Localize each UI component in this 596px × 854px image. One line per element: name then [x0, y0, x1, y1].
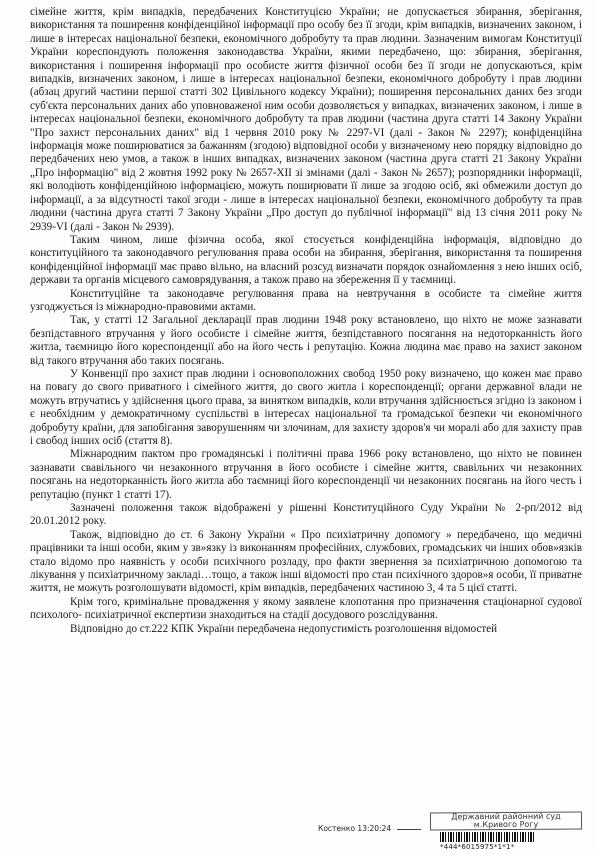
stamp-line-2: м.Кривого Рогу [473, 819, 539, 830]
signature-meta [318, 824, 421, 833]
barcode-number: *444*6015975*1*1* [440, 843, 515, 851]
paragraph-1: сімейне життя, крім випадків, передбачених Конституцією України; не допускається збирання, зберігання, використання та поширення конфіденційної інформації про особу без її згоди, крім випадків, визначених законом, і лише в інтересах національної безпеки, економічного добробуту та прав людини. Зазначеним вимогам Конституції України кореспондують положення законодавства України, якими передбачено, що: збирання, зберігання, використання і поширення інформації про особисте життя фізичної особи без її згоди не допускаються, крім випадків, визначених законом, і лише в інтересах національної безпеки, економічного добробуту і прав людини (абзац другий частини першої статті 302 Цивільного кодексу України); поширення персональних даних без згоди суб'єкта персональних даних або уповноваженої ним особи дозволяється у випадках, визначених законом, і лише в інтересах національної безпеки, економічного добробуту та прав людини (частина друга статті 14 Закону України "Про захист персональних даних" від 1 червня 2010 року № 2297-VI (далі - Закон № 2297); конфіденційна інформація може поширюватися за бажанням (згодою) відповідної особи у визначеному нею порядку відповідно до передбачених нею умов, а також в інших випадках, визначених законом (частина друга статті 21 Закону України „Про інформацію" від 2 жовтня 1992 року № 2657-XII зі змінами (далі - Закон № 2657); розпорядники інформації, які володіють конфіденційною інформацією, можуть поширювати її лише за згодою осіб, які обмежили доступ до інформації, а за відсутності такої згоди - лише в інтересах національної безпеки, економічного добробуту та прав людини (частина друга статті 7 Закону України „Про доступ до публічної інформації" від 13 січня 2011 року № 2939-VI (далі - Закон № 2939). [30, 6, 582, 233]
signature-mark [397, 829, 421, 830]
paragraph-7: Зазначені положення також відображені у рішенні Конституційного Суду України № 2-рп/2012 від 20.01.2012 року. [30, 502, 582, 528]
paragraph-8: Також, відповідно до ст. 6 Закону України « Про психіатричну допомогу » передбачено, що медичні працівники та інші особи, яким у зв»язку із виконанням професійних, службових, громадських чи інших обов»язків стало відомо про наявність у особи психічного розладу, про факти звернення за психіатричною допомогою та лікування у психіатричному закладі…тощо, а також інші відомості про стан психічного здоров»я особи, її приватне життя, не можуть розголошувати відомості, крім випадків, передбачених частиною 3, 4 та 5 цієї статті. [30, 528, 582, 595]
document-body [30, 6, 582, 636]
stamp-line-1: Державний районний суд [451, 811, 561, 822]
barcode [440, 832, 536, 842]
court-stamp [430, 811, 582, 830]
paragraph-6: Міжнародним пактом про громадянські і політичні права 1966 року встановлено, що ніхто не повинен зазнавати свавільного чи незаконного втручання в його особисте і сімейне життя, свавільних чи незаконних посягань на недоторканність його житла або таємниці його кореспонденції чи незаконних посягань на його честь і репутацію (пункт 1 статті 17). [30, 448, 582, 501]
paragraph-3: Конституційне та законодавче регулювання права на невтручання в особисте та сімейне життя узгоджується із міжнародно-правовими актами. [30, 287, 582, 313]
document-footer [318, 808, 590, 852]
paragraph-4: Так, у статті 12 Загальної декларації прав людини 1948 року встановлено, що ніхто не може зазнавати безпідставного втручання у його особисте і сімейне життя, безпідставного посягання на недоторканність його житла, таємницю його кореспонденції або на його честь і репутацію. Кожна людина має право на захист законом від такого втручання або таких посягань. [30, 314, 582, 367]
paragraph-5: У Конвенції про захист прав людини і основоположних свобод 1950 року визначено, що кожен має право на повагу до свого приватного і сімейного життя, до свого житла і кореспонденції; органи державної влади не можуть втручатись у здійснення цього права, за винятком випадків, коли втручання здійснюється згідно із законом і є необхідним у демократичному суспільстві в інтересах національної та громадської безпеки чи економічного добробуту країни, для запобігання заворушенням чи злочинам, для захисту здоров'я чи моралі або для захисту прав і свобод інших осіб (стаття 8). [30, 367, 582, 447]
paragraph-2: Таким чином, лише фізична особа, якої стосується конфіденційна інформація, відповідно до конституційного та законодавчого регулювання права особи на збирання, зберігання, використання та поширення конфіденційної інформації має право вільно, на власний розсуд визначати порядок ознайомлення з нею інших осіб, держави та органів місцевого самоврядування, а також право на збереження її у таємниці. [30, 233, 582, 287]
paragraph-10: Відповідно до ст.222 КПК України передбачена недопустимість розголошення відомостей [70, 622, 498, 635]
signer-time: Костенко 13:20:24 [318, 824, 392, 833]
paragraph-9: Крім того, кримінальне провадження у якому заявлене клопотання про призначення стаціонарної судової психолого- психіатричної експертизи знаходиться на стадії досудового розслідування. [30, 595, 582, 622]
